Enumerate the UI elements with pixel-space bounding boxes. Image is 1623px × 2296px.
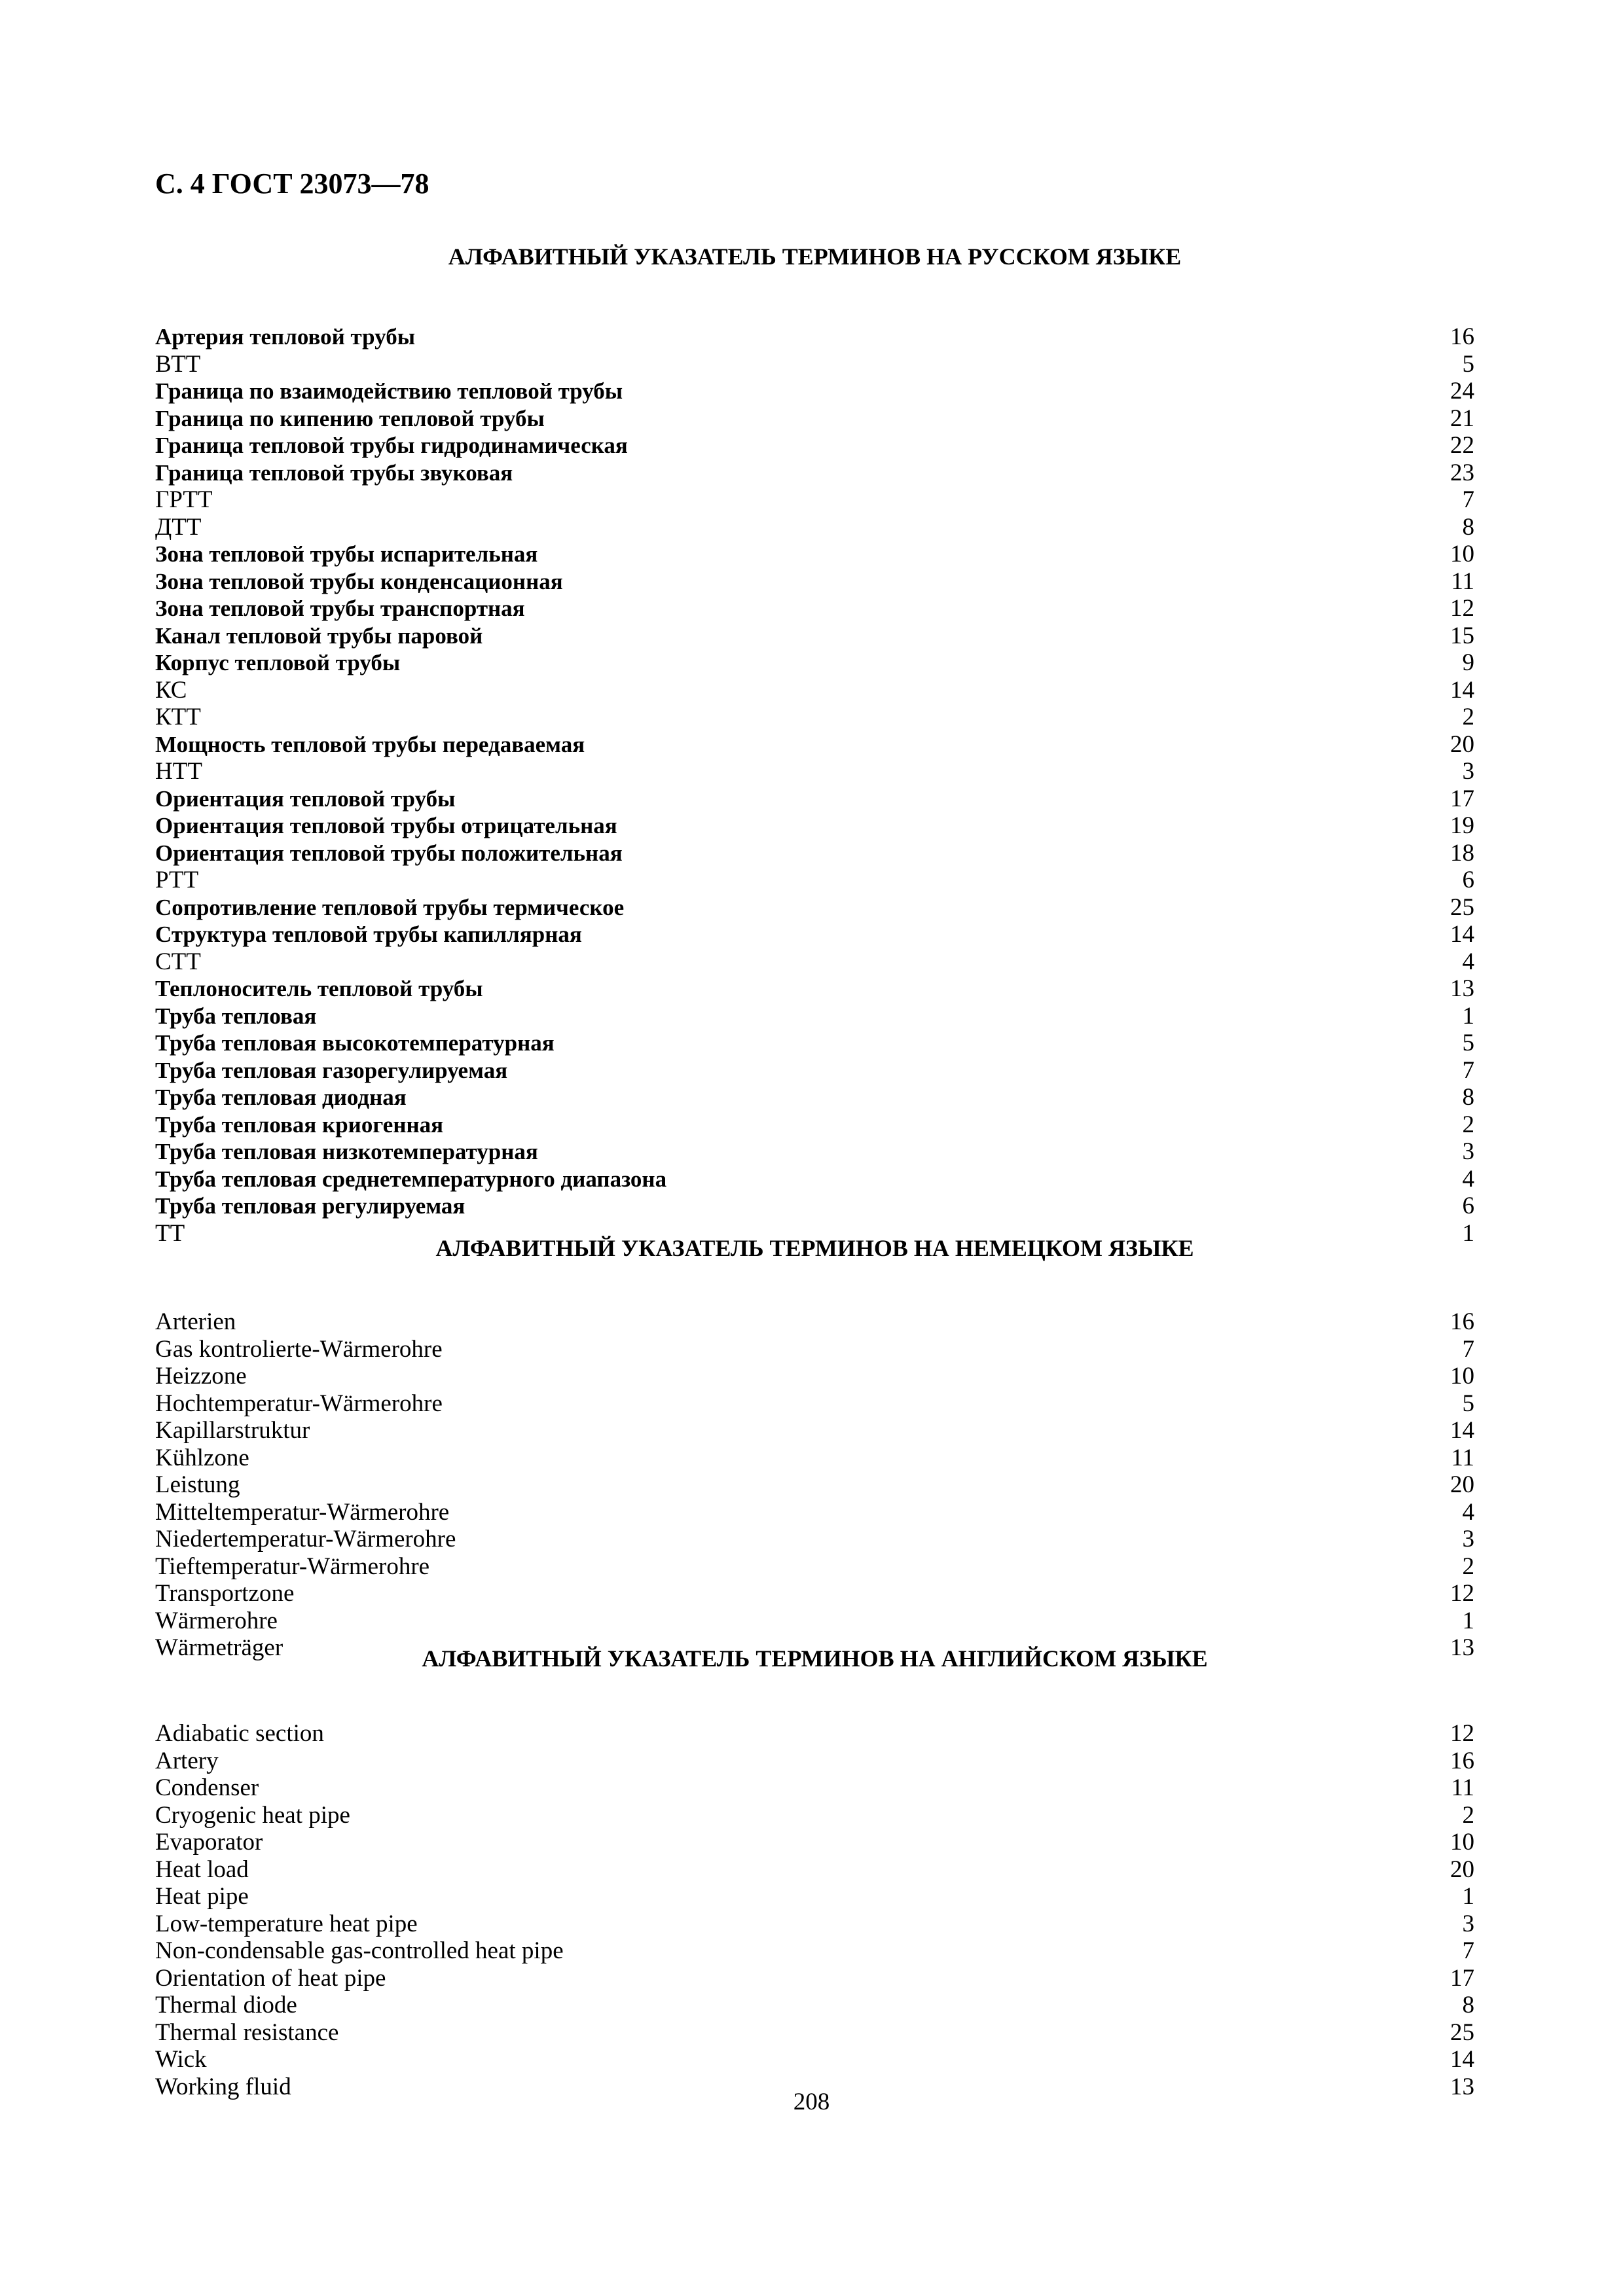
entry-term: РТТ xyxy=(155,867,199,893)
entry-number: 14 xyxy=(1450,921,1474,948)
index-entry xyxy=(155,1499,1474,1526)
index-entry xyxy=(155,1193,1474,1220)
entry-number: 16 xyxy=(1450,1747,1474,1774)
section-title: АЛФАВИТНЫЙ УКАЗАТЕЛЬ ТЕРМИНОВ НА РУССКОМ ЯЗЫКЕ xyxy=(448,243,1182,270)
index-entry xyxy=(155,2046,1474,2073)
index-entry xyxy=(155,704,1474,731)
index-entry xyxy=(155,1471,1474,1499)
index-entry xyxy=(155,1003,1474,1030)
index-entry xyxy=(155,649,1474,677)
entry-number: 3 xyxy=(1462,1526,1474,1552)
index-entry xyxy=(155,975,1474,1003)
entry-term: Niedertemperatur-Wärmerohre xyxy=(155,1526,456,1552)
entry-number: 7 xyxy=(1462,486,1474,513)
entry-number: 18 xyxy=(1450,839,1474,867)
entry-number: 11 xyxy=(1451,1444,1474,1471)
entry-term: Труба тепловая диодная xyxy=(155,1085,407,1110)
entry-term: Ориентация тепловой трубы отрицательная xyxy=(155,813,617,838)
entry-term: Труба тепловая высокотемпературная xyxy=(155,1030,555,1056)
entry-number: 6 xyxy=(1462,1193,1474,1219)
entry-term: Cryogenic heat pipe xyxy=(155,1801,350,1829)
entry-number: 20 xyxy=(1450,730,1474,758)
page-number: 208 xyxy=(793,2089,830,2115)
entry-number: 5 xyxy=(1462,1390,1474,1417)
entry-number: 8 xyxy=(1462,513,1474,541)
entry-term: ТТ xyxy=(155,1219,185,1247)
entry-number: 5 xyxy=(1462,350,1474,378)
index-entry xyxy=(155,486,1474,514)
entry-term: Thermal diode xyxy=(155,1992,297,2018)
entry-term: Wärmeträger xyxy=(155,1634,283,1661)
index-entry xyxy=(155,677,1474,704)
entry-term: Артерия тепловой трубы xyxy=(155,324,416,350)
entry-number: 13 xyxy=(1450,975,1474,1002)
index-entry xyxy=(155,1965,1474,1992)
entry-number: 3 xyxy=(1462,758,1474,785)
entry-number: 2 xyxy=(1462,1552,1474,1580)
entry-term: Граница по взаимодействию тепловой трубы xyxy=(155,378,623,404)
index-entry xyxy=(155,1308,1474,1336)
entry-number: 1 xyxy=(1462,1607,1474,1634)
index-entry xyxy=(155,894,1474,922)
entry-term: Heizzone xyxy=(155,1363,247,1390)
index-entry xyxy=(155,867,1474,894)
entry-number: 8 xyxy=(1462,1992,1474,2018)
entry-term: Труба тепловая xyxy=(155,1003,317,1029)
index-entry xyxy=(155,1390,1474,1418)
entry-term: Зона тепловой трубы испарительная xyxy=(155,541,538,567)
entry-number: 12 xyxy=(1450,1580,1474,1607)
entry-term: Heat pipe xyxy=(155,1883,249,1910)
entry-number: 4 xyxy=(1462,1165,1474,1193)
index-entry xyxy=(155,1444,1474,1472)
english-term-index xyxy=(155,1644,1474,2100)
entry-number: 21 xyxy=(1450,404,1474,432)
entry-term: Зона тепловой трубы транспортная xyxy=(155,596,525,621)
index-entry xyxy=(155,1802,1474,1829)
entry-number: 13 xyxy=(1450,2073,1474,2100)
section-title: АЛФАВИТНЫЙ УКАЗАТЕЛЬ ТЕРМИНОВ НА АНГЛИЙСКОМ ЯЗЫКЕ xyxy=(422,1645,1208,1672)
entry-term: Gas kontrolierte-Wärmerohre xyxy=(155,1335,443,1363)
entry-term: Wick xyxy=(155,2046,207,2073)
section-title: АЛФАВИТНЫЙ УКАЗАТЕЛЬ ТЕРМИНОВ НА НЕМЕЦКОМ ЯЗЫКЕ xyxy=(435,1235,1194,1261)
entry-number: 15 xyxy=(1450,622,1474,649)
entry-number: 1 xyxy=(1462,1002,1474,1030)
entry-term: Leistung xyxy=(155,1471,240,1498)
entry-term: ДТТ xyxy=(155,513,202,541)
index-entry xyxy=(155,1138,1474,1166)
entry-term: Transportzone xyxy=(155,1580,295,1607)
entry-term: Труба тепловая регулируемая xyxy=(155,1193,465,1219)
index-entry xyxy=(155,731,1474,759)
index-entry xyxy=(155,785,1474,813)
entry-term: Труба тепловая низкотемпературная xyxy=(155,1139,538,1164)
index-entry xyxy=(155,1166,1474,1193)
entry-term: Труба тепловая криогенная xyxy=(155,1111,444,1138)
index-entry xyxy=(155,1030,1474,1057)
entry-term: Граница тепловой трубы звуковая xyxy=(155,459,513,486)
entry-number: 17 xyxy=(1450,785,1474,812)
index-entry xyxy=(155,1336,1474,1363)
entry-number: 7 xyxy=(1462,1937,1474,1964)
index-entry xyxy=(155,1553,1474,1581)
entry-term: Kapillarstruktur xyxy=(155,1417,310,1444)
index-entry xyxy=(155,351,1474,378)
index-entry xyxy=(155,758,1474,785)
entry-number: 20 xyxy=(1450,1856,1474,1883)
index-entry xyxy=(155,622,1474,650)
entry-term: Труба тепловая среднетемпературного диапазона xyxy=(155,1166,667,1192)
entry-term: Artery xyxy=(155,1747,219,1774)
entry-term: Orientation of heat pipe xyxy=(155,1964,386,1992)
entry-number: 11 xyxy=(1451,567,1474,595)
entry-term: Working fluid xyxy=(155,2073,291,2100)
entry-term: Hochtemperatur-Wärmerohre xyxy=(155,1390,443,1417)
index-entry xyxy=(155,514,1474,541)
entry-number: 10 xyxy=(1450,541,1474,567)
entry-term: Ориентация тепловой трубы положительная xyxy=(155,840,623,866)
index-entry xyxy=(155,432,1474,459)
index-entry xyxy=(155,1526,1474,1553)
entry-term: Condenser xyxy=(155,1774,259,1801)
index-entry xyxy=(155,1748,1474,1775)
russian-term-index xyxy=(155,242,1474,1247)
entry-term: Труба тепловая газорегулируемая xyxy=(155,1057,508,1083)
german-term-index xyxy=(155,1234,1474,1662)
index-entry xyxy=(155,1580,1474,1607)
entry-number: 10 xyxy=(1450,1829,1474,1856)
entry-term: ВТТ xyxy=(155,350,201,378)
index-entry xyxy=(155,1937,1474,1965)
index-entry xyxy=(155,812,1474,840)
index-entry xyxy=(155,568,1474,596)
index-entry xyxy=(155,840,1474,867)
entry-number: 25 xyxy=(1450,893,1474,921)
entry-number: 2 xyxy=(1462,1111,1474,1138)
entry-number: 4 xyxy=(1462,1498,1474,1526)
index-entry xyxy=(155,921,1474,948)
entry-term: Adiabatic section xyxy=(155,1720,324,1747)
entry-term: Структура тепловой трубы капиллярная xyxy=(155,922,582,947)
entry-number: 3 xyxy=(1462,1910,1474,1937)
entry-number: 1 xyxy=(1462,1219,1474,1247)
entry-term: КТТ xyxy=(155,704,201,730)
entry-term: Граница по кипению тепловой трубы xyxy=(155,405,545,431)
entry-number: 23 xyxy=(1450,459,1474,486)
index-entry xyxy=(155,2019,1474,2047)
entry-number: 4 xyxy=(1462,948,1474,975)
entry-number: 19 xyxy=(1450,812,1474,839)
entry-number: 2 xyxy=(1462,704,1474,730)
entry-term: Мощность тепловой трубы передаваемая xyxy=(155,731,585,757)
index-entry xyxy=(155,1910,1474,1938)
entry-term: Зона тепловой трубы конденсационная xyxy=(155,568,563,594)
index-entries xyxy=(155,1308,1474,1662)
index-entry xyxy=(155,948,1474,976)
entry-term: Сопротивление тепловой трубы термическое xyxy=(155,894,625,920)
index-entry xyxy=(155,1111,1474,1139)
index-entry xyxy=(155,1883,1474,1910)
entry-term: Канал тепловой трубы паровой xyxy=(155,622,483,649)
entry-number: 16 xyxy=(1450,1308,1474,1335)
entry-term: КС xyxy=(155,676,187,704)
entry-number: 12 xyxy=(1450,595,1474,622)
entry-number: 16 xyxy=(1450,323,1474,350)
entry-number: 2 xyxy=(1462,1801,1474,1829)
entry-number: 3 xyxy=(1462,1138,1474,1165)
entry-term: Теплоноситель тепловой трубы xyxy=(155,976,483,1001)
index-entry xyxy=(155,1774,1474,1802)
entry-term: Kühlzone xyxy=(155,1444,249,1471)
entry-number: 17 xyxy=(1450,1964,1474,1992)
entry-number: 7 xyxy=(1462,1335,1474,1363)
entry-term: Корпус тепловой трубы xyxy=(155,650,401,675)
entry-number: 14 xyxy=(1450,676,1474,704)
index-entry xyxy=(155,1363,1474,1390)
entry-term: Mitteltemperatur-Wärmerohre xyxy=(155,1498,450,1526)
index-entry xyxy=(155,1084,1474,1111)
entry-number: 25 xyxy=(1450,2018,1474,2046)
index-entry xyxy=(155,1992,1474,2019)
index-entry xyxy=(155,1856,1474,1884)
index-entry xyxy=(155,1720,1474,1748)
index-entry xyxy=(155,1829,1474,1856)
index-entry xyxy=(155,541,1474,568)
entry-number: 20 xyxy=(1450,1471,1474,1498)
entry-number: 10 xyxy=(1450,1363,1474,1390)
page-header: С. 4 ГОСТ 23073—78 xyxy=(155,168,429,200)
index-entry xyxy=(155,1417,1474,1444)
entry-term: Low-temperature heat pipe xyxy=(155,1910,418,1937)
entry-number: 14 xyxy=(1450,1417,1474,1444)
entry-number: 13 xyxy=(1450,1634,1474,1661)
index-entry xyxy=(155,595,1474,622)
entry-number: 12 xyxy=(1450,1720,1474,1747)
entry-term: Heat load xyxy=(155,1856,249,1883)
entry-number: 24 xyxy=(1450,378,1474,404)
index-entry xyxy=(155,459,1474,487)
entry-number: 14 xyxy=(1450,2046,1474,2073)
entry-number: 11 xyxy=(1451,1774,1474,1801)
entry-term: Граница тепловой трубы гидродинамическая xyxy=(155,433,628,458)
index-entry xyxy=(155,1607,1474,1635)
index-entries xyxy=(155,1720,1474,2100)
entry-number: 5 xyxy=(1462,1030,1474,1056)
entry-number: 22 xyxy=(1450,432,1474,459)
entry-term: СТТ xyxy=(155,948,201,975)
entry-term: НТТ xyxy=(155,758,202,785)
entry-number: 6 xyxy=(1462,867,1474,893)
index-entries xyxy=(155,323,1474,1247)
entry-number: 9 xyxy=(1462,649,1474,676)
entry-number: 1 xyxy=(1462,1883,1474,1910)
entry-number: 8 xyxy=(1462,1084,1474,1111)
entry-term: Tieftemperatur-Wärmerohre xyxy=(155,1552,430,1580)
entry-term: Wärmerohre xyxy=(155,1607,278,1634)
index-entry xyxy=(155,323,1474,351)
entry-number: 7 xyxy=(1462,1056,1474,1084)
entry-term: Thermal resistance xyxy=(155,2018,339,2046)
entry-term: Arterien xyxy=(155,1308,236,1335)
index-entry xyxy=(155,405,1474,433)
entry-term: Ориентация тепловой трубы xyxy=(155,785,456,812)
entry-term: Evaporator xyxy=(155,1829,263,1856)
entry-term: ГРТТ xyxy=(155,486,213,513)
entry-term: Non-condensable gas-controlled heat pipe xyxy=(155,1937,564,1964)
index-entry xyxy=(155,378,1474,405)
index-entry xyxy=(155,1057,1474,1085)
